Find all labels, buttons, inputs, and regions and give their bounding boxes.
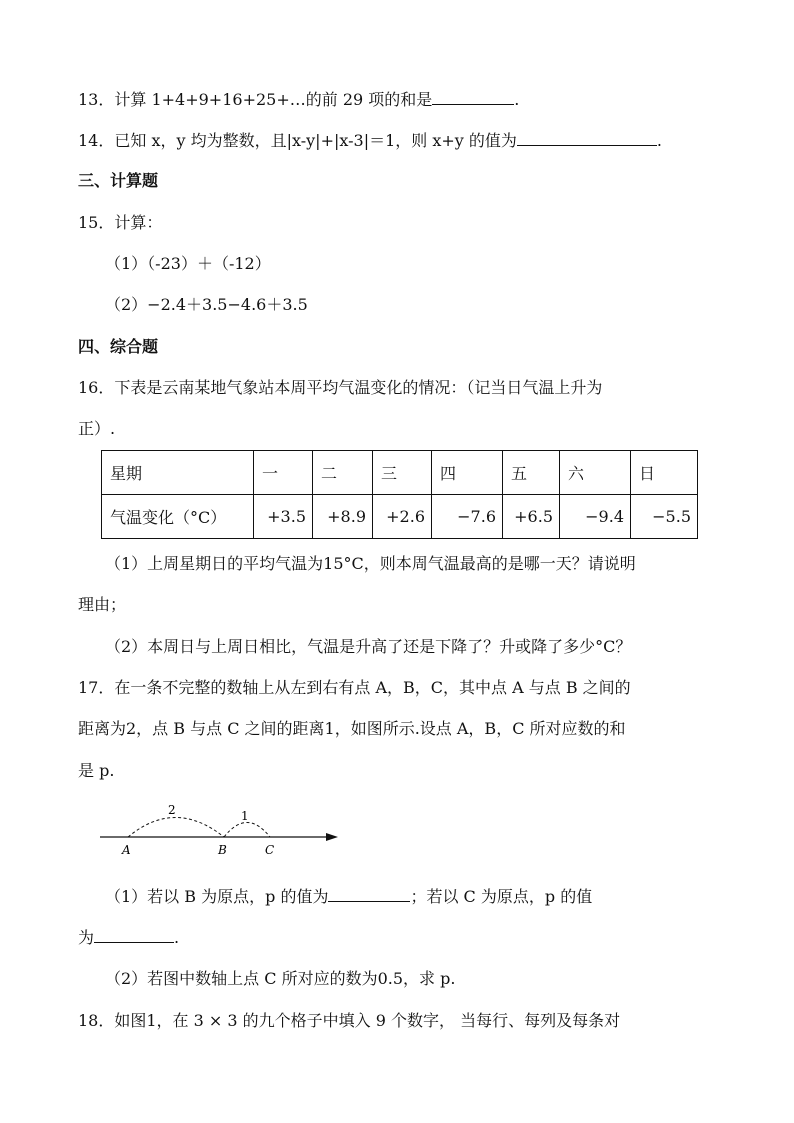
question-17-part-1-line-2 [78,926,179,949]
arc-label-1: 1 [241,809,249,823]
question-17-line-1: 17．在一条不完整的数轴上从左到右有点 A，B，C，其中点 A 与点 B 之间的 [78,678,631,697]
table-cell: +2.6 [373,495,432,539]
question-14-text: 14．已知 x，y 均为整数，且|x-y|+|x-3|＝1，则 x+y 的值为 [78,131,517,150]
question-16-part-1-line-1: （1）上周星期日的平均气温为15°C，则本周气温最高的是哪一天？请说明 [105,554,636,573]
question-16-part-2: （2）本周日与上周日相比，气温是升高了还是下降了？升或降了多少°C？ [105,637,632,656]
table-header-cell: 气温变化（°C） [102,495,254,539]
table-row [102,451,698,495]
question-17-part-1-text: （1）若以 B 为原点，p 的值为 [105,887,329,906]
answer-blank [432,88,514,105]
question-16-line-2: 正）. [78,419,116,438]
arc-b-to-c [224,823,270,838]
table-cell: 四 [432,451,503,495]
question-14 [78,129,662,152]
arc-label-2: 2 [168,803,176,817]
question-16-part-1-line-2: 理由； [78,595,127,614]
question-18-line-1: 18．如图1，在 3 × 3 的九个格子中填入 9 个数字， 当每行、每列及每条对 [78,1011,621,1030]
table-cell: −7.6 [432,495,503,539]
table-cell: −9.4 [560,495,631,539]
answer-blank [94,926,174,943]
question-15-part-1: （1）（-23）＋（-12） [105,254,271,273]
answer-blank [517,129,657,146]
question-17-part-1-end: . [174,928,180,947]
question-16-line-1: 16．下表是云南某地气象站本周平均气温变化的情况：（记当日气温上升为 [78,378,603,397]
table-cell: 三 [373,451,432,495]
arrow-right-icon [326,833,338,841]
table-cell: +8.9 [313,495,373,539]
question-17-line-2: 距离为2，点 B 与点 C 之间的距离1，如图所示.设点 A，B，C 所对应数的和 [78,719,626,738]
table-cell: 日 [631,451,698,495]
number-line-figure [98,800,348,860]
table-cell: 一 [254,451,313,495]
question-13-text: 13．计算 1+4+9+16+25+…的前 29 项的和是 [78,90,433,109]
table-cell: 二 [313,451,373,495]
question-13 [78,88,519,111]
answer-blank [328,885,410,902]
point-label-a: A [122,843,131,857]
table-row [102,495,698,539]
section-4-title: 四、综合题 [78,337,159,356]
section-3-title: 三、计算题 [78,171,159,190]
table-header-cell: 星期 [102,451,254,495]
point-label-c: C [265,843,275,857]
arc-a-to-b [128,818,224,838]
question-17-part-1-text-3: 为 [78,928,95,947]
question-15: 15．计算： [78,213,163,232]
question-17-part-2: （2）若图中数轴上点 C 所对应的数为0.5，求 p. [105,969,456,988]
table-cell: +3.5 [254,495,313,539]
question-15-part-2: （2）−2.4＋3.5−4.6＋3.5 [105,295,308,314]
table-cell: −5.5 [631,495,698,539]
question-13-end: . [514,90,520,109]
question-14-end: . [656,131,662,150]
temperature-table [101,450,698,539]
question-17-part-1-text-2: ；若以 C 为原点，p 的值 [410,887,593,906]
table-cell: +6.5 [503,495,560,539]
table-cell: 六 [560,451,631,495]
question-17-part-1 [105,885,592,908]
question-17-line-3: 是 p. [78,761,115,780]
point-label-b: B [218,843,227,857]
table-cell: 五 [503,451,560,495]
